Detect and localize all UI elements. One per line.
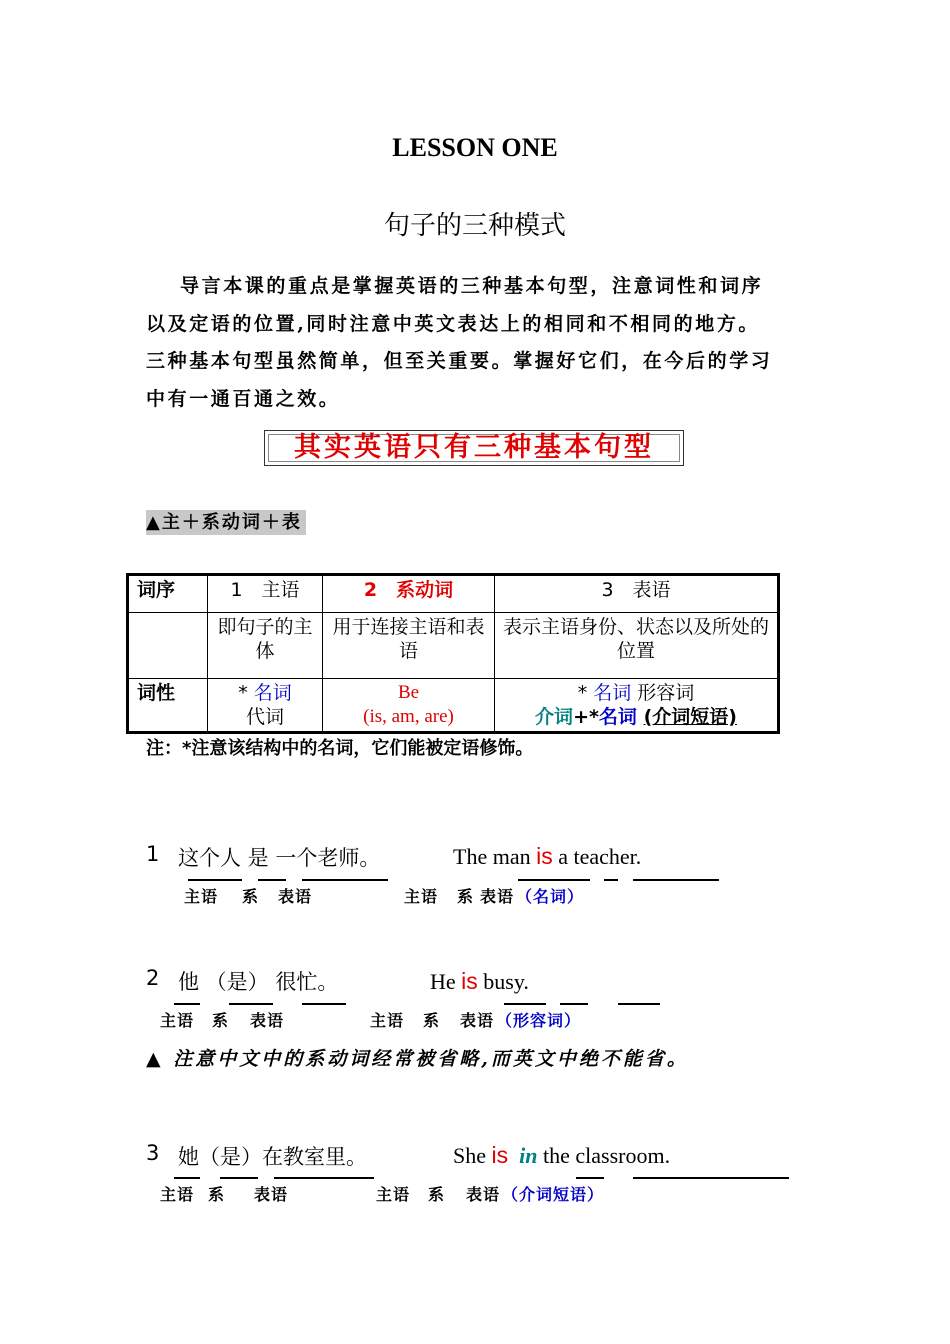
label-predicative: 表语 — [460, 1011, 495, 1030]
banner-text: 其实英语只有三种基本句型 — [294, 432, 654, 463]
label-verb: 系 — [242, 887, 260, 906]
row-head-pos: 词性 — [128, 679, 208, 733]
label-predicative: 表语 — [278, 887, 313, 906]
label-verb: 系 — [457, 887, 475, 906]
label-verb: 系 — [212, 1011, 230, 1030]
example-english: The man is a teacher. — [453, 843, 642, 869]
lesson-title: LESSON ONE — [392, 133, 558, 162]
intro-line: 三种基本句型虽然简单，但至关重要。掌握好它们，在今后的学习 — [146, 350, 773, 372]
table-note: 注：*注意该结构中的名词，它们能被定语修饰。 — [146, 738, 534, 759]
label-predicative: 表语 — [480, 887, 515, 906]
row-head-empty — [128, 613, 208, 679]
intro-line: 中有一通百通之效。 — [146, 387, 341, 410]
label-subject: 主语 — [184, 887, 219, 906]
triangle-icon: ▲ — [146, 512, 162, 533]
label-subject: 主语 — [370, 1011, 405, 1030]
label-type: （形容词） — [496, 1011, 582, 1030]
example-chinese: 她（是）在教室里。 — [178, 1145, 367, 1169]
cell-predicative-pos: * 名词 形容词 介词+*名词 (介词短语) — [495, 679, 779, 733]
intro-line: 导言本课的重点是掌握英语的三种基本句型，注意词性和词序 — [180, 275, 764, 297]
cell-subject-pos: * 名词 代词 — [208, 679, 323, 733]
label-predicative: 表语 — [250, 1011, 285, 1030]
table-row — [128, 575, 779, 613]
cell-subject: 1 主语 — [208, 575, 323, 613]
warning-note: ▲ 注意中文中的系动词经常被省略,而英文中绝不能省。 — [146, 1048, 689, 1070]
example-chinese: 他 （是） 很忙。 — [178, 970, 339, 994]
example-english: She is in the classroom. — [453, 1142, 671, 1168]
example-number: 3 — [146, 1141, 160, 1165]
label-subject: 主语 — [404, 887, 439, 906]
label-verb: 系 — [428, 1185, 446, 1204]
cell-predicative-desc: 表示主语身份、状态以及所处的位置 — [495, 613, 779, 679]
table-row — [128, 679, 779, 733]
example-english: He is busy. — [430, 968, 529, 994]
label-subject: 主语 — [160, 1185, 195, 1204]
cell-verb-pos: Be (is, am, are) — [323, 679, 495, 733]
example-number: 1 — [146, 842, 160, 866]
grammar-table — [126, 573, 780, 734]
label-verb: 系 — [423, 1011, 441, 1030]
cell-subject-desc: 即句子的主体 — [208, 613, 323, 679]
section-heading — [146, 510, 306, 535]
table-row — [128, 613, 779, 679]
cell-linking-verb: 2 系动词 — [323, 575, 495, 613]
intro-line: 以及定语的位置,同时注意中英文表达上的相同和不相同的地方。 — [146, 312, 761, 335]
label-predicative: 表语 — [254, 1185, 289, 1204]
cell-predicative: 3 表语 — [495, 575, 779, 613]
label-subject: 主语 — [376, 1185, 411, 1204]
label-verb: 系 — [208, 1185, 226, 1204]
label-predicative: 表语 — [466, 1185, 501, 1204]
label-type: （介词短语） — [502, 1185, 605, 1204]
example-chinese: 这个人 是 一个老师。 — [178, 846, 381, 870]
row-head-order: 词序 — [128, 575, 208, 613]
intro-paragraph — [146, 268, 816, 418]
label-type: （名词） — [516, 887, 585, 906]
section-heading-text: 主＋系动词＋表 — [161, 512, 302, 533]
cell-verb-desc: 用于连接主语和表语 — [323, 613, 495, 679]
lesson-subtitle: 句子的三种模式 — [383, 211, 566, 241]
label-subject: 主语 — [160, 1011, 195, 1030]
example-number: 2 — [146, 966, 160, 990]
